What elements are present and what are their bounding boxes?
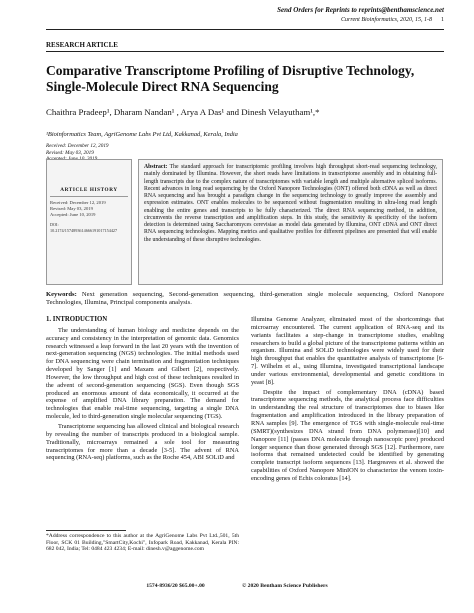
page-footer — [0, 583, 474, 589]
keywords — [46, 291, 444, 307]
issn-price: 1574-8936/20 $65.00+.00 — [146, 583, 205, 589]
correspondence-footnote: *Address correspondence to this author at the AgriGenome Labs Pvt Ltd.,501, 5th Floor, SCK 01 Building,"SmartCity,Kochi", Infopark Road, Kakkanad, Kerala PIN: 682 042, India; Tel: 0484 423 4234; E-mail: dinesh.v@aggenome.com — [46, 533, 239, 553]
keywords-text: Next generation sequencing, Second-generation sequencing, third-generation single molecule sequencing, Oxford Nanopore Technologies, Illumina, Principal components analysis. — [46, 291, 444, 306]
abstract-text: The standard approach for transcriptomic profiling involves high throughput short-read sequencing technology, mainly dominated by Illumina. However, the short reads have limitations in transcriptome assembly and in obtaining full-length transcripts due to the complex nature of transcriptomes with variable length and multiple alternative spliced isoforms. Recent advances in long read sequencing by the Oxford Nanopore Technologies (ONT) offered both cDNA as well as direct RNA sequencing and has brought a paradigm change in the sequencing technology to greatly improve the assembly and expression estimates. ONT enables molecules to be sequenced without fragmentation resulting in ultra-long read length enabling the entire genes and transcripts to be fully characterized. The direct RNA sequencing method, in addition, circumvents the reverse transcription and amplification steps. In this study, the sensitivity & specificity of the isoform detection is determined using Saccharomyces cerevisiae as model data generated by Illumina, ONT cDNA and ONT direct RNA sequencing technologies. Mapping metrics and qualitative profiles for different pipelines are presented that will enable the understanding of these disruptive technologies. — [144, 164, 437, 243]
info-accepted: Accepted: June 10, 2019 — [50, 212, 96, 217]
header-rule-top — [46, 29, 444, 30]
article-history-dates — [50, 200, 128, 218]
affiliation: ¹Bioinformatics Team, AgriGenome Labs Pvt Ltd, Kakkanad, Kerala, India — [46, 131, 238, 138]
abstract-label: Abstract: — [144, 164, 168, 170]
article-history-heading: ARTICLE HISTORY — [50, 187, 128, 197]
doi — [50, 222, 128, 233]
abstract-box — [138, 159, 443, 285]
keywords-label: Keywords: — [46, 291, 77, 298]
copyright: © 2020 Bentham Science Publishers — [242, 583, 328, 589]
page-number: 1 — [441, 17, 444, 23]
author-list: Chaithra Pradeep¹, Dharam Nandan¹ , Arya A Das¹ and Dinesh Velayutham¹,* — [46, 107, 320, 117]
intro-paragraph-4: Despite the impact of complementary DNA (cDNA) based transcriptome sequencing methods, the analytical process face difficulties in understanding the real structure of transcriptomes due to biases like fragmentation and amplification introduced in the library preparation of RNA samples [9]. The emergence of TGS with single-molecule real-time (SMRT)(synthesizes DNA strand from DNA polymerase)[10] and Nanopore [11] (passes DNA molecule through nanoscopic pore) produced longer sequence than those generated through SGS [12]. Furthermore, rare isoforms that remained undetected could be identified by generating complete transcript isoform sequences [13]. Hargreaves et al. showed the capabilities of Oxford Nanopore MinION to characterize the venom toxin-encoding genes of Echis coloratus [14]. — [251, 388, 444, 482]
right-column — [251, 316, 444, 485]
intro-paragraph-3: Illumina Genome Analyzer, eliminated most of the shortcomings that microarray encountered. The current application of RNA-seq and its variants facilitates a step-change in transcriptome studies, enabling researchers to build a global picture of the transcriptome patterns within an organism. Illumina and SOLiD technologies were widely used for their high throughput that enables the quantitative analysis of transcriptome [6-7]. Wilhelm et al., using Illumina, investigated transcriptional landscape under various environmental, developmental and genetic conditions in yeast [8]. — [251, 316, 444, 386]
footnote-rule — [46, 530, 126, 531]
journal-citation: Current Bioinformatics, 2020, 15, 1-8 — [341, 17, 432, 23]
section-heading-introduction: 1. INTRODUCTION — [46, 316, 108, 323]
info-revised: Revised: May 03, 2019 — [50, 206, 93, 211]
doi-label: DOI: — [50, 222, 59, 227]
left-column — [46, 316, 239, 464]
reprints-notice: Send Orders for Reprints to reprints@benthamscience.net — [277, 6, 444, 14]
intro-paragraph-2: Transcriptome sequencing has allowed clinical and biological research by revealing the number of transcripts produced in a biological sample. Traditionally, microarrays remained a sole tool for measuring transcriptomes for more than a decade [3-5]. The advent of RNA sequencing (RNA-seq) platforms, such as the Roche 454, ABI SOLiD and — [46, 422, 239, 462]
info-received: Received: December 12, 2019 — [50, 200, 106, 205]
article-type: RESEARCH ARTICLE — [46, 41, 118, 49]
header-rule-bottom — [46, 51, 444, 52]
revised-date: Revised: May 03, 2019 — [46, 149, 94, 156]
article-info-box — [46, 159, 132, 285]
received-date: Received: December 12, 2019 — [46, 143, 109, 149]
doi-link[interactable]: 10.2174/1574893614666191017154427 — [50, 227, 118, 233]
intro-paragraph-1: The understanding of human biology and medicine depends on the accuracy and consistency in the interpretation of genomic data. Genomics research witnessed a leap forward in the last 20 years with the invention of next-generation sequencing (NGS) technologies. The initial methods used for DNA sequencing were chain termination and fragmentation techniques developed by Sanger [1] and Maxam and Gilbert [2], respectively. However, the low throughput and high cost of these techniques resulted in the advent of second-generation sequencing (SGS). Even though SGS produced an enormous amount of data economically, it occurred at the expense of amplified DNA library preparation. The demand for technologies that enable real-time sequencing, targeting a single DNA molecule, led to third-generation single molecular sequencing (TGS). — [46, 326, 239, 421]
article-title: Comparative Transcriptome Profiling of Disruptive Technology, Single-Molecule Direct RNA Sequencing — [46, 63, 415, 94]
